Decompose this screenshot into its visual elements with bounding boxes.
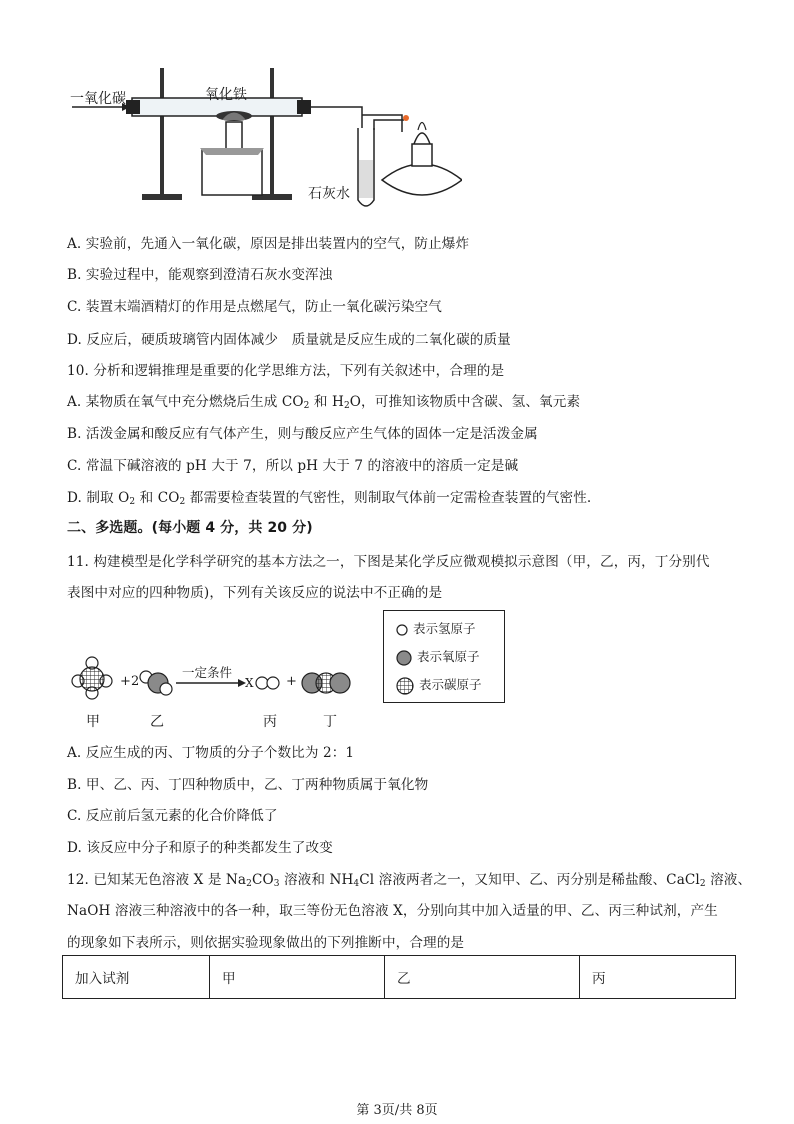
q10-option-d: D. 制取 $O_2$ 和 $CO_2$ 都需要检查装置的气密性，则制取气体前一定需检查装置的气密性. bbox=[67, 490, 592, 507]
q11-stem-line2: 表图中对应的四种物质)，下列有关该反应的说法中不正确的是 bbox=[67, 585, 443, 601]
q11-option-a: A. 反应生成的丙、丁物质的分子个数比为 2：1 bbox=[67, 745, 355, 761]
label-jia: 甲 bbox=[86, 714, 100, 730]
co-label: 一氧化碳 bbox=[70, 91, 126, 107]
q10-option-b: B. 活泼金属和酸反应有气体产生，则与酸反应产生气体的固体一定是活泼金属 bbox=[67, 426, 538, 442]
table-cell-jia: 甲 bbox=[210, 956, 385, 999]
q9-option-a: A. 实验前，先通入一氧化碳，原因是排出装置内的空气，防止爆炸 bbox=[67, 236, 470, 252]
reaction-x: X bbox=[245, 676, 254, 690]
label-yi: 乙 bbox=[150, 714, 164, 730]
q12-stem-line3: 的现象如下表所示，则依据实验现象做出的下列推断中，合理的是 bbox=[67, 935, 465, 951]
carbon-oxide-molecule bbox=[302, 673, 350, 693]
q10-option-a: A. 某物质在氧气中充分燃烧后生成 $CO_2$ 和 $H_2O$，可推知该物质中含碳、氢、氧元素 bbox=[67, 394, 581, 411]
oxygen-atom-icon bbox=[396, 650, 412, 666]
reagent-table bbox=[62, 955, 736, 999]
carbon-atom-icon bbox=[396, 677, 414, 695]
q9-option-d: D. 反应后，硬质玻璃管内固体减少 质量就是反应生成的二氧化碳的质量 bbox=[67, 332, 511, 348]
label-ding: 丁 bbox=[323, 714, 337, 730]
hydrogen-atom-icon bbox=[396, 624, 408, 636]
q11-option-b: B. 甲、乙、丙、丁四种物质中，乙、丁两种物质属于氧化物 bbox=[67, 777, 429, 793]
q10-option-c: C. 常温下碱溶液的 pH 大于 7，所以 pH 大于 7 的溶液中的溶质一定是碱 bbox=[67, 458, 519, 474]
table-cell-bing: 丙 bbox=[580, 956, 736, 999]
q9-option-b: B. 实验过程中，能观察到澄清石灰水变浑浊 bbox=[67, 267, 333, 283]
iron-oxide-label: 氧化铁 bbox=[205, 87, 247, 103]
section-multiple-choice-heading: 二、多选题。(每小题 4 分，共 20 分) bbox=[67, 520, 313, 536]
label-bing: 丙 bbox=[263, 714, 277, 730]
q11-option-c: C. 反应前后氢元素的化合价降低了 bbox=[67, 808, 278, 824]
reaction-plus-2: + bbox=[286, 674, 297, 689]
q12-stem-line1: 12. 已知某无色溶液 X 是 $Na_2CO_3$ 溶液和 $NH_4Cl$ 溶液两者之一，又知甲、乙、丙分别是稀盐酸、CaCl$_2$ 溶液、 bbox=[67, 872, 752, 889]
legend-oxygen: 表示氧原子 bbox=[396, 647, 480, 666]
legend-carbon: 表示碳原子 bbox=[396, 675, 482, 695]
page-number: 第 3页/共 8页 bbox=[356, 1103, 438, 1118]
methane-molecule bbox=[72, 657, 112, 699]
co-reduction-apparatus-figure bbox=[62, 60, 462, 220]
water-molecule bbox=[140, 671, 172, 695]
legend-hydrogen: 表示氢原子 bbox=[396, 619, 476, 637]
q12-stem-line2: NaOH 溶液三种溶液中的各一种，取三等份无色溶液 X，分别向其中加入适量的甲、乙、丙三种试剂，产生 bbox=[67, 903, 718, 919]
q11-stem-line1: 11. 构建模型是化学科学研究的基本方法之一，下图是某化学反应微观模拟示意图（甲，乙，丙，丁分别代 bbox=[67, 554, 710, 570]
reaction-plus-1: + bbox=[120, 674, 131, 689]
table-row bbox=[63, 956, 736, 999]
limewater-label: 石灰水 bbox=[308, 186, 350, 202]
reaction-condition: 一定条件 bbox=[182, 665, 233, 680]
table-cell-reagent-header: 加入试剂 bbox=[63, 956, 210, 999]
table-cell-yi: 乙 bbox=[385, 956, 580, 999]
reaction-coefficient: 2 bbox=[131, 674, 140, 689]
q10-stem: 10. 分析和逻辑推理是重要的化学思维方法，下列有关叙述中，合理的是 bbox=[67, 363, 505, 379]
hydrogen-molecule bbox=[256, 677, 279, 689]
q9-option-c: C. 装置末端酒精灯的作用是点燃尾气，防止一氧化碳污染空气 bbox=[67, 299, 442, 315]
atom-legend bbox=[383, 610, 505, 703]
q11-option-d: D. 该反应中分子和原子的种类都发生了改变 bbox=[67, 840, 333, 856]
